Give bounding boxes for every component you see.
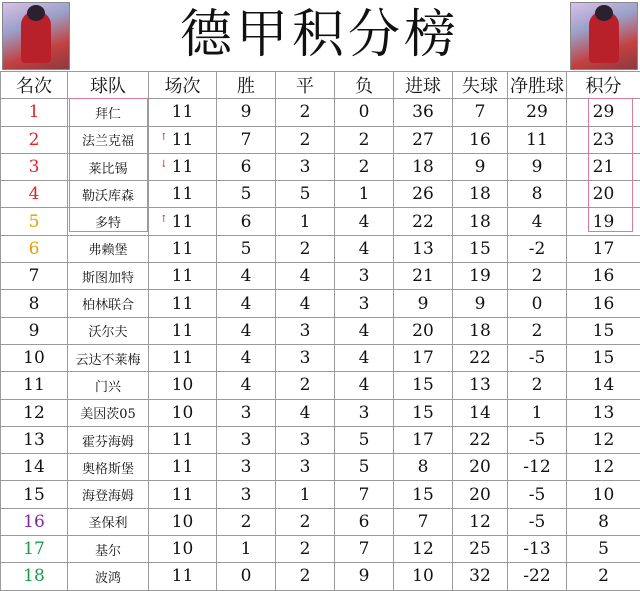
won-cell: 2 [217,508,276,535]
player-head [27,5,45,21]
team-cell: 波鸿 [68,563,149,590]
table-row [1,317,640,344]
team-cell: 法兰克福 [68,126,149,153]
lost-cell: 4 [335,208,394,235]
goals-against-cell: 7 [453,99,508,126]
team-cell: 门兴 [68,372,149,399]
column-header: 积分 [567,72,640,99]
lost-cell: 0 [335,99,394,126]
goals-for-cell: 15 [394,481,453,508]
played-cell: 11 [149,263,217,290]
drawn-cell: 3 [276,344,335,371]
goal-diff-cell: 29 [508,99,567,126]
points-cell: 19 [567,208,640,235]
played-cell: 11 [149,317,217,344]
won-cell: 5 [217,181,276,208]
lost-cell: 7 [335,536,394,563]
goal-diff-cell: -5 [508,508,567,535]
table-row [1,508,640,535]
rank-cell: 10 [1,344,68,371]
table-row [1,481,640,508]
played-cell [149,208,217,235]
team-cell: 多特 [68,208,149,235]
standings-table [0,71,640,591]
team-cell: 莱比锡 [68,153,149,180]
rank-cell: 7 [1,263,68,290]
points-cell: 2 [567,563,640,590]
won-cell: 9 [217,99,276,126]
played-cell: 11 [149,235,217,262]
goal-diff-cell: 2 [508,317,567,344]
won-cell: 3 [217,426,276,453]
goal-diff-cell: -5 [508,426,567,453]
team-cell: 奥格斯堡 [68,454,149,481]
points-cell: 13 [567,399,640,426]
left-thumbnail-image [2,2,70,70]
page-title: 德甲积分榜 [70,0,570,71]
right-thumbnail-image [570,2,638,70]
points-cell: 10 [567,481,640,508]
goal-diff-cell: -12 [508,454,567,481]
team-cell: 弗赖堡 [68,235,149,262]
won-cell: 4 [217,372,276,399]
points-cell: 21 [567,153,640,180]
goals-against-cell: 22 [453,344,508,371]
points-cell: 16 [567,290,640,317]
table-row [1,399,640,426]
won-cell: 6 [217,208,276,235]
goal-diff-cell: -5 [508,344,567,371]
played-cell: 10 [149,508,217,535]
drawn-cell: 1 [276,208,335,235]
table-row [1,454,640,481]
points-cell: 12 [567,454,640,481]
lost-cell: 4 [335,372,394,399]
rank-cell: 15 [1,481,68,508]
points-cell: 16 [567,263,640,290]
table-row [1,372,640,399]
goals-against-cell: 9 [453,153,508,180]
rank-cell: 17 [1,536,68,563]
played-value: 11 [172,212,194,232]
played-value: 11 [172,157,194,177]
lost-cell: 4 [335,317,394,344]
column-header: 球队 [68,72,149,99]
drawn-cell: 2 [276,372,335,399]
lost-cell: 2 [335,153,394,180]
table-header-row [1,72,640,99]
won-cell: 4 [217,317,276,344]
goals-against-cell: 20 [453,454,508,481]
table-row [1,153,640,180]
goal-diff-cell: -22 [508,563,567,590]
rank-cell: 13 [1,426,68,453]
rank-cell: 8 [1,290,68,317]
team-cell: 勒沃库森 [68,181,149,208]
column-header: 失球 [453,72,508,99]
goals-for-cell: 15 [394,372,453,399]
team-cell: 沃尔夫 [68,317,149,344]
points-cell: 23 [567,126,640,153]
rank-cell: 18 [1,563,68,590]
goal-diff-cell: 0 [508,290,567,317]
goals-against-cell: 18 [453,208,508,235]
team-cell: 美因茨05 [68,399,149,426]
drawn-cell: 3 [276,426,335,453]
goal-diff-cell: 2 [508,263,567,290]
won-cell: 0 [217,563,276,590]
won-cell: 3 [217,399,276,426]
played-value: 11 [172,130,194,150]
goals-against-cell: 15 [453,235,508,262]
points-cell: 17 [567,235,640,262]
goals-for-cell: 13 [394,235,453,262]
drawn-cell: 4 [276,263,335,290]
goals-for-cell: 17 [394,426,453,453]
won-cell: 5 [217,235,276,262]
goals-for-cell: 12 [394,536,453,563]
column-header: 平 [276,72,335,99]
team-cell: 海登海姆 [68,481,149,508]
played-cell: 11 [149,99,217,126]
lost-cell: 6 [335,508,394,535]
team-cell: 基尔 [68,536,149,563]
table-row [1,263,640,290]
table-row [1,126,640,153]
won-cell: 6 [217,153,276,180]
goals-against-cell: 32 [453,563,508,590]
played-cell: 11 [149,481,217,508]
goal-diff-cell: -13 [508,536,567,563]
drawn-cell: 4 [276,290,335,317]
drawn-cell: 2 [276,126,335,153]
goals-for-cell: 20 [394,317,453,344]
won-cell: 4 [217,344,276,371]
played-cell: 10 [149,372,217,399]
team-cell: 拜仁 [68,99,149,126]
lost-cell: 4 [335,344,394,371]
header [0,0,640,71]
drawn-cell: 2 [276,235,335,262]
goals-against-cell: 12 [453,508,508,535]
table-row [1,235,640,262]
won-cell: 3 [217,454,276,481]
goals-against-cell: 16 [453,126,508,153]
drawn-cell: 1 [276,481,335,508]
goals-against-cell: 25 [453,536,508,563]
team-cell: 云达不莱梅 [68,344,149,371]
drawn-cell: 5 [276,181,335,208]
goal-diff-cell: 1 [508,399,567,426]
rank-cell: 3 [1,153,68,180]
column-header: 胜 [217,72,276,99]
player-head [595,5,613,21]
lost-cell: 3 [335,399,394,426]
table-row [1,99,640,126]
played-cell: 10 [149,399,217,426]
points-cell: 8 [567,508,640,535]
lost-cell: 9 [335,563,394,590]
table-row [1,536,640,563]
rank-cell: 11 [1,372,68,399]
played-cell: 10 [149,536,217,563]
column-header: 净胜球 [508,72,567,99]
arrow-up-icon: ↑ [160,214,168,225]
lost-cell: 5 [335,454,394,481]
drawn-cell: 3 [276,317,335,344]
lost-cell: 4 [335,235,394,262]
played-cell: 11 [149,426,217,453]
goals-for-cell: 36 [394,99,453,126]
drawn-cell: 2 [276,99,335,126]
arrow-down-icon: ↓ [160,159,168,170]
goals-for-cell: 22 [394,208,453,235]
goal-diff-cell: 4 [508,208,567,235]
drawn-cell: 2 [276,563,335,590]
won-cell: 4 [217,263,276,290]
table-row [1,344,640,371]
rank-cell: 16 [1,508,68,535]
played-cell: 11 [149,454,217,481]
goals-for-cell: 27 [394,126,453,153]
team-cell: 圣保利 [68,508,149,535]
won-cell: 1 [217,536,276,563]
table-row [1,181,640,208]
lost-cell: 3 [335,290,394,317]
column-header: 进球 [394,72,453,99]
points-cell: 15 [567,317,640,344]
goals-for-cell: 18 [394,153,453,180]
arrow-up-icon: ↑ [160,132,168,143]
table-row [1,563,640,590]
goal-diff-cell: -2 [508,235,567,262]
drawn-cell: 2 [276,508,335,535]
goals-for-cell: 26 [394,181,453,208]
goals-for-cell: 10 [394,563,453,590]
goals-against-cell: 20 [453,481,508,508]
table-row [1,426,640,453]
table-body [1,99,640,590]
rank-cell: 2 [1,126,68,153]
goals-for-cell: 21 [394,263,453,290]
table-row [1,290,640,317]
rank-cell: 5 [1,208,68,235]
goal-diff-cell: -5 [508,481,567,508]
played-cell: 11 [149,181,217,208]
lost-cell: 5 [335,426,394,453]
rank-cell: 1 [1,99,68,126]
goals-for-cell: 8 [394,454,453,481]
drawn-cell: 3 [276,153,335,180]
drawn-cell: 3 [276,454,335,481]
played-cell: 11 [149,563,217,590]
points-cell: 5 [567,536,640,563]
points-cell: 12 [567,426,640,453]
lost-cell: 3 [335,263,394,290]
lost-cell: 7 [335,481,394,508]
rank-cell: 9 [1,317,68,344]
played-cell [149,153,217,180]
lost-cell: 2 [335,126,394,153]
column-header: 名次 [1,72,68,99]
goals-against-cell: 18 [453,181,508,208]
goals-for-cell: 7 [394,508,453,535]
goals-for-cell: 15 [394,399,453,426]
goal-diff-cell: 8 [508,181,567,208]
column-header: 场次 [149,72,217,99]
points-cell: 14 [567,372,640,399]
team-cell: 柏林联合 [68,290,149,317]
goals-against-cell: 9 [453,290,508,317]
column-header: 负 [335,72,394,99]
goals-against-cell: 19 [453,263,508,290]
team-cell: 斯图加特 [68,263,149,290]
team-cell: 霍芬海姆 [68,426,149,453]
rank-cell: 6 [1,235,68,262]
played-cell: 11 [149,344,217,371]
played-cell [149,126,217,153]
goal-diff-cell: 11 [508,126,567,153]
goals-against-cell: 14 [453,399,508,426]
won-cell: 3 [217,481,276,508]
played-cell: 11 [149,290,217,317]
drawn-cell: 4 [276,399,335,426]
goal-diff-cell: 2 [508,372,567,399]
rank-cell: 12 [1,399,68,426]
goal-diff-cell: 9 [508,153,567,180]
table-row [1,208,640,235]
goals-against-cell: 22 [453,426,508,453]
points-cell: 29 [567,99,640,126]
points-cell: 20 [567,181,640,208]
lost-cell: 1 [335,181,394,208]
goals-against-cell: 13 [453,372,508,399]
won-cell: 4 [217,290,276,317]
rank-cell: 4 [1,181,68,208]
goals-for-cell: 17 [394,344,453,371]
points-cell: 15 [567,344,640,371]
won-cell: 7 [217,126,276,153]
rank-cell: 14 [1,454,68,481]
goals-against-cell: 18 [453,317,508,344]
goals-for-cell: 9 [394,290,453,317]
drawn-cell: 2 [276,536,335,563]
